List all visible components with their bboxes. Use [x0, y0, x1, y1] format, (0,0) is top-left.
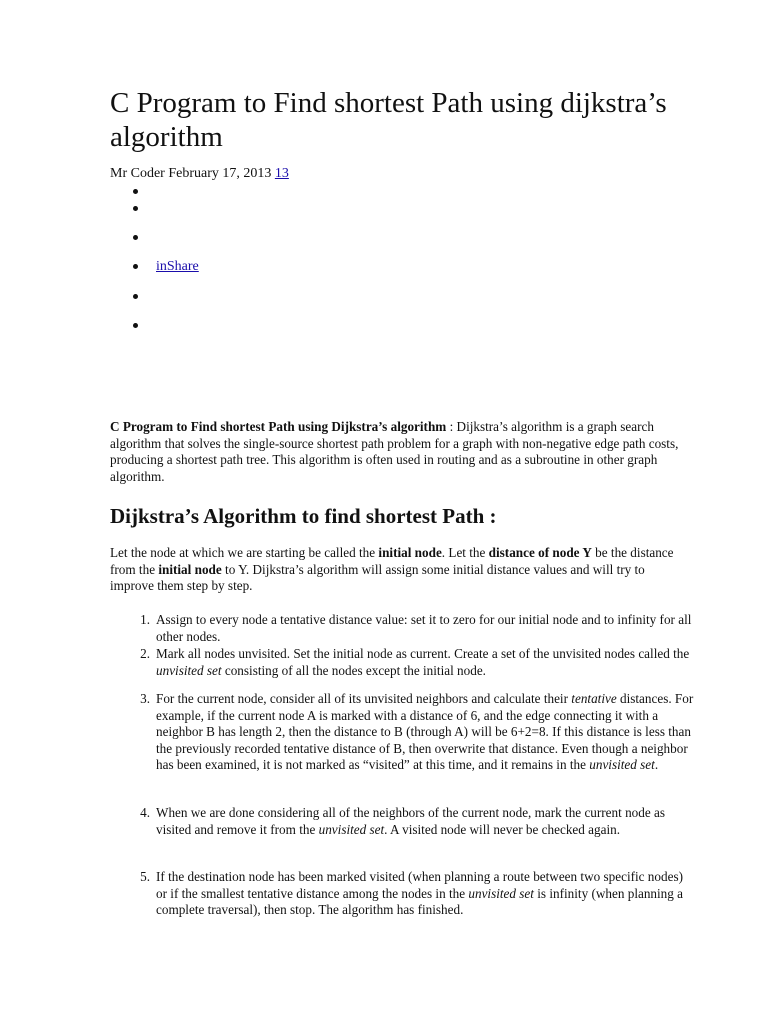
section-heading: Dijkstra’s Algorithm to find shortest Path : — [110, 504, 497, 528]
bullet-icon — [133, 294, 138, 299]
bullet-icon — [133, 323, 138, 328]
post-date: February 17, 2013 — [168, 166, 272, 181]
author-name: Mr Coder — [110, 166, 165, 181]
share-item[interactable] — [110, 318, 310, 334]
share-item[interactable] — [110, 230, 310, 246]
bullet-icon — [133, 264, 138, 269]
intro-text: : Dijkstra’s algorithm is a graph search algorithm that solves the single-source shortest path problem for a graph with non-negative edge path costs, producing a shortest path tree. This algorithm is often used in routing and as a subroutine in other graph algorithm. — [110, 419, 679, 484]
share-item-inshare[interactable] — [110, 259, 310, 275]
share-item[interactable] — [110, 289, 310, 305]
intro-paragraph — [110, 419, 685, 485]
comment-count-link[interactable]: 13 — [274, 166, 289, 181]
bullet-icon — [133, 189, 138, 194]
term-initial-node: initial node — [378, 545, 442, 560]
post-meta — [110, 165, 289, 182]
intro-bold-lead: C Program to Find shortest Path using Dijkstra’s algorithm — [110, 419, 447, 434]
bullet-icon — [133, 206, 138, 211]
inshare-link[interactable]: inShare — [156, 259, 199, 274]
share-item[interactable] — [110, 201, 310, 217]
term-initial-node: initial node — [158, 561, 222, 577]
term-distance-of-node: distance of node Y — [488, 545, 592, 560]
bullet-icon — [133, 235, 138, 240]
setup-paragraph: Let the node at which we are starting be called the initial node. Let the distance of node Y be the distance from the initial node to Y. Dijkstra’s algorithm will assign some initial distance values and will try to improve them step by step. — [110, 545, 674, 594]
page-title: C Program to Find shortest Path using dijkstra’s algorithm — [110, 87, 667, 153]
share-item[interactable] — [110, 184, 310, 200]
